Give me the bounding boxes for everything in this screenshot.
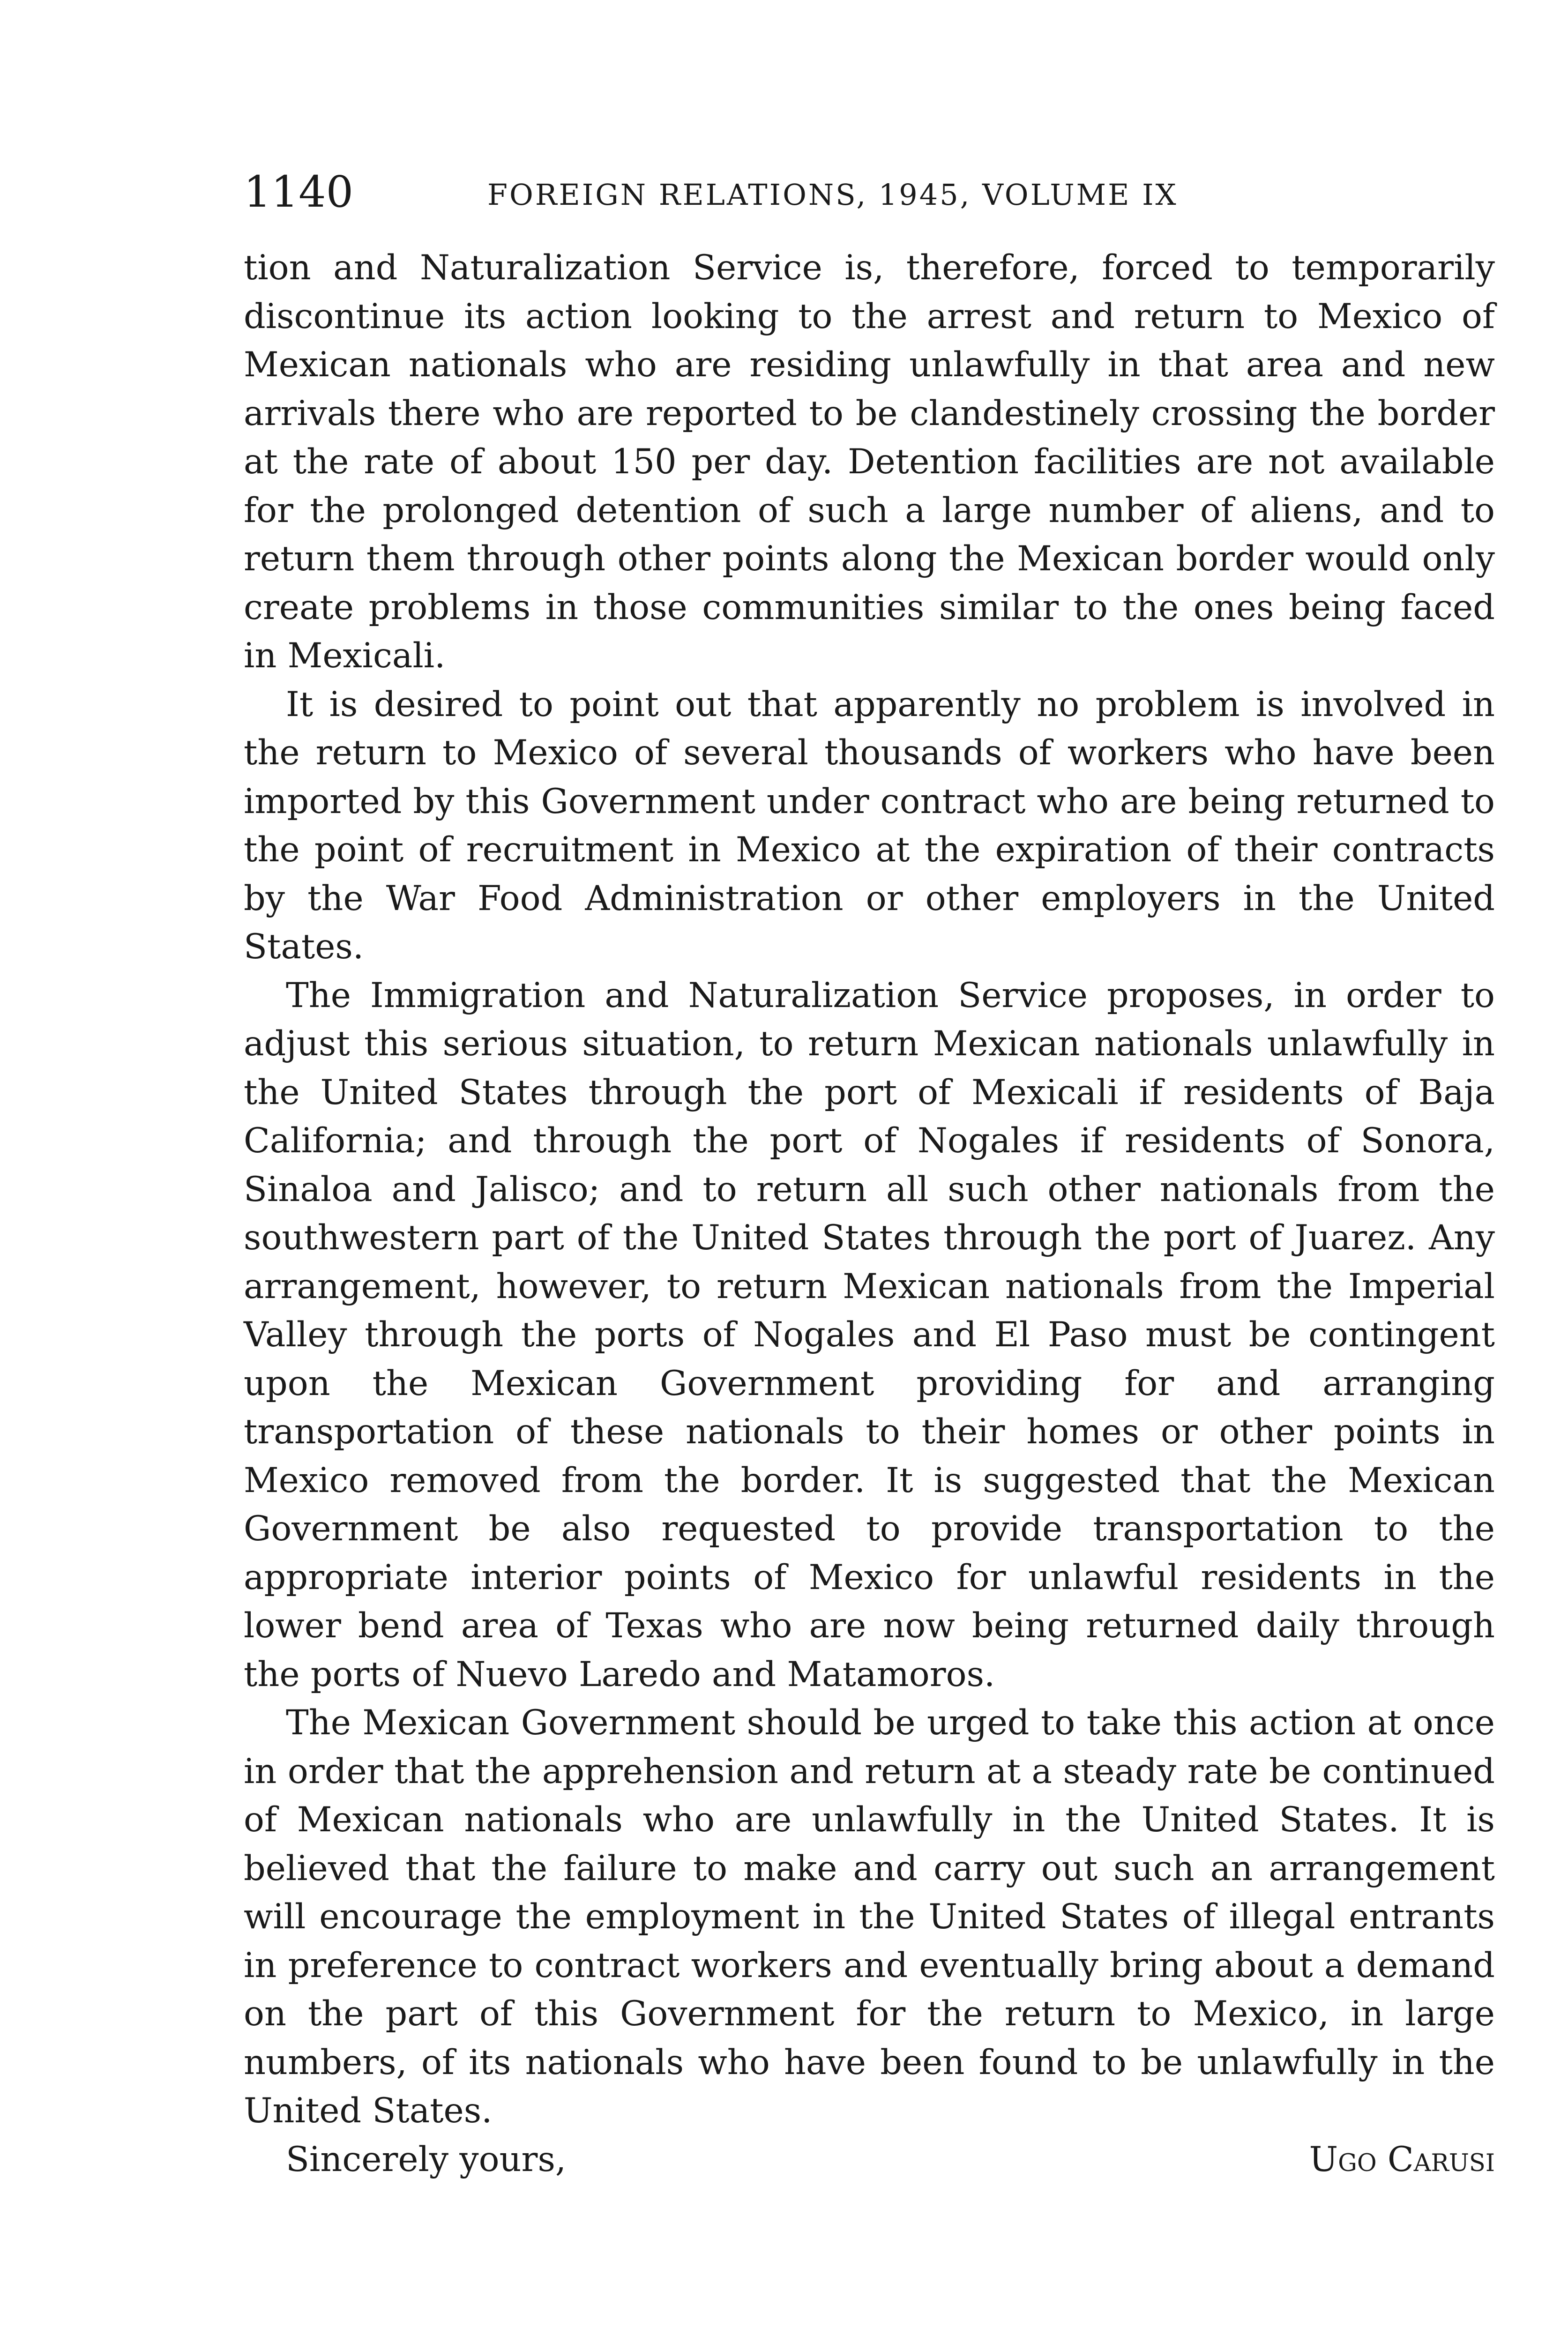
paragraph-continuation: tion and Naturalization Service is, therefore, forced to temporarily discontinue its action looking to the arrest and return to Mexico of Mexican nationals who are residing unlawfully in that area and new arrivals there who are reported to be clandestinely crossing the border at the rate of about 150 per day. Detention facilities are not available for the prolonged detention of such a large number of aliens, and to return them through other points along the Mexican border would only create problems in those communities similar to the ones being faced in Mexicali. bbox=[244, 248, 1495, 676]
paragraph: The Immigration and Naturalization Service proposes, in order to adjust this serious situation, to return Mexican nationals unlawfully in the United States through the port of Mexicali if residents of Baja California; and through the port of Nogales if residents of Sonora, Sinaloa and Jalisco; and to return all such other nationals from the southwestern part of the United States through the port of Juarez. Any arrangement, however, to return Mexican nationals from the Imperial Valley through the ports of Nogales and El Paso must be contingent upon the Mexican Government providing for and arranging transportation of these nationals to their homes or other points in Mexico removed from the border. It is suggested that the Mexican Government be also requested to provide transportation to the appropriate interior points of Mexico for unlawful residents in the lower bend area of Texas who are now being returned daily through the ports of Nuevo Laredo and Matamoros. bbox=[244, 975, 1495, 1694]
running-head-title: FOREIGN RELATIONS, 1945, VOLUME IX bbox=[487, 178, 1178, 212]
signature: Ugo Carusi bbox=[1309, 2139, 1495, 2179]
salutation: Sincerely yours, bbox=[286, 2139, 567, 2179]
body-text bbox=[244, 244, 1495, 2135]
document-page bbox=[244, 169, 1495, 2187]
page-number: 1140 bbox=[244, 167, 354, 217]
letter-closing bbox=[244, 2135, 1495, 2187]
running-head bbox=[244, 169, 1495, 225]
paragraph: The Mexican Government should be urged to take this action at once in order that the apprehension and return at a steady rate be continued of Mexican nationals who are unlawfully in the United States. It is believed that the failure to make and carry out such an arrangement will encourage the employment in the United States of illegal entrants in preference to contract workers and eventually bring about a demand on the part of this Government for the return to Mexico, in large numbers, of its nationals who have been found to be unlawfully in the United States. bbox=[244, 1703, 1495, 2131]
paragraph: It is desired to point out that apparently no problem is involved in the return to Mexico of several thousands of workers who have been imported by this Government under contract who are being returned to the point of recruitment in Mexico at the expiration of their contracts by the War Food Administration or other employers in the United States. bbox=[244, 684, 1495, 967]
